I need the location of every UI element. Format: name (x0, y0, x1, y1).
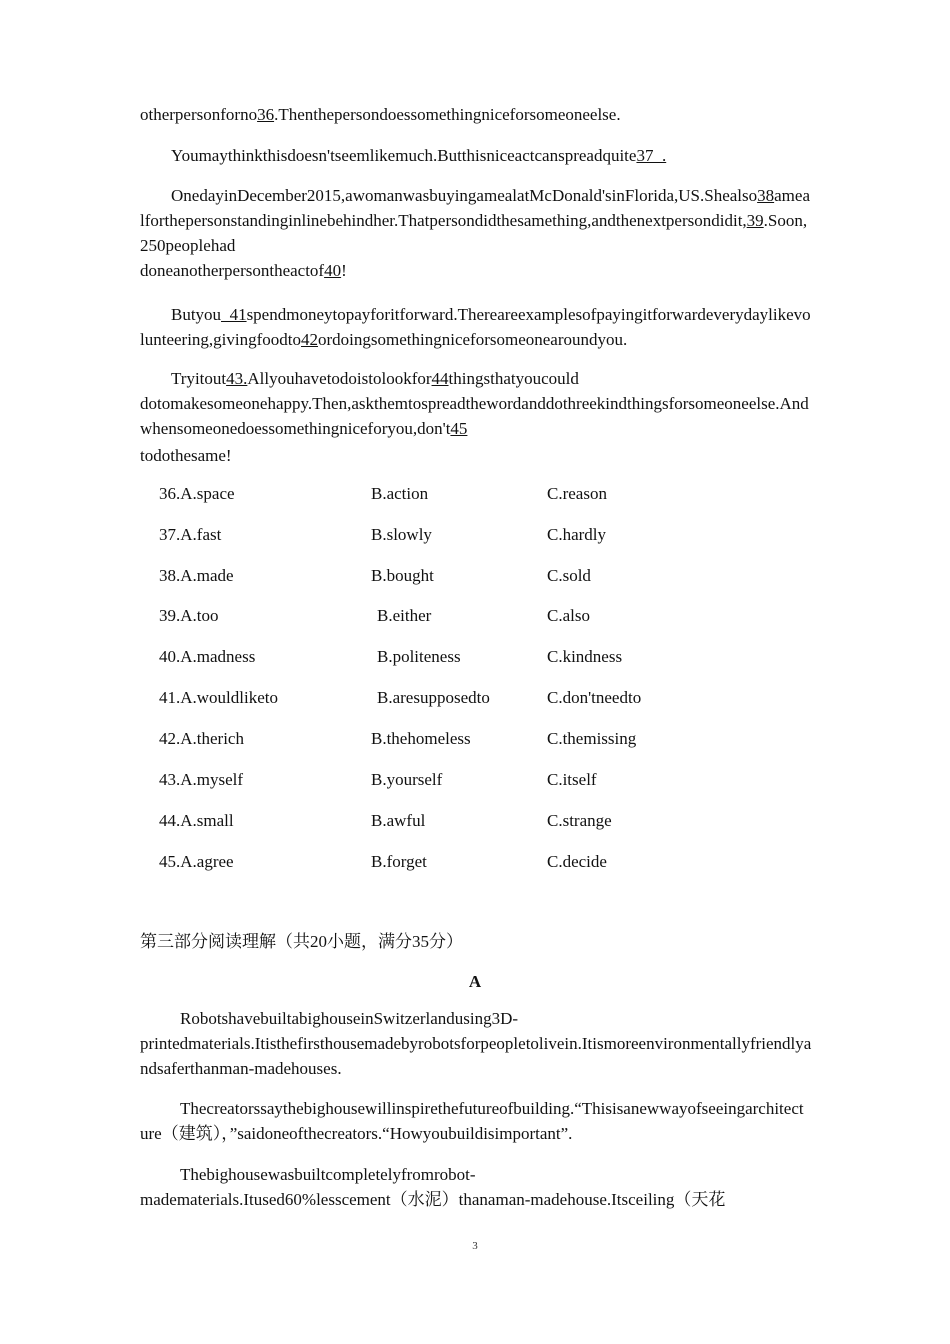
option-a[interactable]: 37.A.fast (159, 525, 222, 544)
text-run: amealforthepersonstandinginlinebehindher.Thatpersondidthesamething,andthenextpersondidit, (140, 186, 810, 230)
text-run: ! (341, 261, 347, 280)
option-c[interactable]: C.itself (547, 770, 597, 789)
option-row-43 (159, 769, 779, 791)
text-run: .Thenthepersondoessomethingniceforsomeoneelse. (274, 105, 621, 124)
option-row-44 (159, 810, 779, 832)
text-run: RobotshavebuiltabighouseinSwitzerlandusing3D- (180, 1009, 519, 1028)
option-b[interactable]: B.yourself (371, 770, 443, 789)
text-run: todothesame! (140, 446, 232, 465)
option-c[interactable]: C.hardly (547, 525, 607, 544)
option-c[interactable]: C.decide (547, 852, 607, 871)
blank-41: _41 (221, 305, 247, 324)
text-run: Youmaythinkthisdoesn'tseemlikemuch.Butthisniceactcanspreadquite (171, 146, 637, 165)
option-b[interactable]: B.awful (371, 811, 426, 830)
option-b[interactable]: B.slowly (371, 525, 432, 544)
option-c[interactable]: C.reason (547, 484, 607, 503)
option-b[interactable]: B.either (377, 606, 432, 625)
blank-40: 40 (324, 261, 342, 280)
option-a[interactable]: 43.A.myself (159, 770, 244, 789)
option-b[interactable]: B.action (371, 484, 429, 503)
text-run: Allyouhavetodoistolookfor (247, 369, 432, 388)
option-c[interactable]: C.sold (547, 566, 591, 585)
section-title: 第三部分阅读理解（共20小题，满分35分） (140, 932, 463, 951)
option-row-40 (159, 646, 779, 668)
blank-38: 38 (757, 186, 775, 205)
option-a[interactable]: 42.A.therich (159, 729, 244, 748)
reading-paragraph-3 (140, 1162, 812, 1212)
cloze-paragraph-1 (140, 102, 812, 127)
cloze-paragraph-5 (140, 366, 812, 468)
text-run: OnedayinDecember2015,awomanwasbuyingamealatMcDonald'sinFlorida,US.Shealso (171, 186, 758, 205)
option-a[interactable]: 45.A.agree (159, 852, 234, 871)
text-run: doneanotherpersontheactof (140, 261, 325, 280)
text-run: spendmoneytopayforitforward.Thereareexamplesofpayingitforwardeverydaylikevolunteering,givingfoodto (140, 305, 811, 349)
blank-42: 42 (301, 330, 319, 349)
text-run: ordoingsomethingniceforsomeonearoundyou. (318, 330, 628, 349)
option-row-36 (159, 483, 779, 505)
text-run: Thebighousewasbuiltcompletelyfromrobot- (180, 1165, 476, 1184)
cloze-paragraph-2 (140, 143, 812, 168)
blank-37: 37_. (636, 146, 667, 165)
option-row-41 (159, 687, 779, 709)
option-row-45 (159, 851, 779, 873)
cloze-paragraph-4 (140, 302, 812, 352)
option-a[interactable]: 40.A.madness (159, 647, 256, 666)
option-a[interactable]: 44.A.small (159, 811, 234, 830)
text-run: .Soon,250peoplehad (140, 211, 808, 255)
text-run: thingsthatyoucould (448, 369, 579, 388)
option-b[interactable]: B.thehomeless (371, 729, 471, 748)
option-b[interactable]: B.politeness (377, 647, 461, 666)
text-run: dotomakesomeonehappy.Then,askthemtospreadthewordanddothreekindthingsforsomeoneelse.Andwhensomeonedoessomethingniceforyou,don't (140, 394, 809, 438)
page-number: 3 (472, 1240, 478, 1252)
option-a[interactable]: 36.A.space (159, 484, 235, 503)
blank-36: 36 (257, 105, 275, 124)
option-row-39 (159, 605, 779, 627)
option-row-38 (159, 565, 779, 587)
option-a[interactable]: 41.A.wouldliketo (159, 688, 278, 707)
option-a[interactable]: 39.A.too (159, 606, 219, 625)
reading-paragraph-1 (140, 1006, 812, 1081)
text-run: madematerials.Itused60%lesscement（水泥）thanaman-madehouse.Itsceiling（天花 (140, 1190, 726, 1209)
text-run: Tryitout (171, 369, 227, 388)
option-c[interactable]: C.don'tneedto (547, 688, 642, 707)
text-run: Butyou (171, 305, 222, 324)
option-row-42 (159, 728, 779, 750)
blank-44: 44 (431, 369, 449, 388)
text-run: otherpersonforno (140, 105, 258, 124)
option-b[interactable]: B.forget (371, 852, 427, 871)
option-c[interactable]: C.kindness (547, 647, 623, 666)
option-c[interactable]: C.strange (547, 811, 612, 830)
text-run: printedmaterials.Itisthefirsthousemadebyrobotsforpeopletolivein.Itismoreenvironmentallyfriendlyandsaferthanman-madehouses. (140, 1034, 812, 1078)
option-b[interactable]: B.aresupposedto (377, 688, 490, 707)
option-b[interactable]: B.bought (371, 566, 434, 585)
option-row-37 (159, 524, 779, 546)
passage-heading: A (468, 972, 482, 991)
option-c[interactable]: C.also (547, 606, 590, 625)
blank-39: 39 (746, 211, 764, 230)
blank-45: 45 (450, 419, 468, 438)
blank-43: 43. (226, 369, 248, 388)
reading-paragraph-2: Thecreatorssaythebighousewillinspirethefutureofbuilding.“Thisisanewwayofseeingarchitecture（建筑），”saidoneofthecreators.“Howyoubuildisimportant”. (140, 1099, 804, 1143)
option-a[interactable]: 38.A.made (159, 566, 234, 585)
cloze-paragraph-3-body (140, 183, 812, 283)
option-c[interactable]: C.themissing (547, 729, 637, 748)
